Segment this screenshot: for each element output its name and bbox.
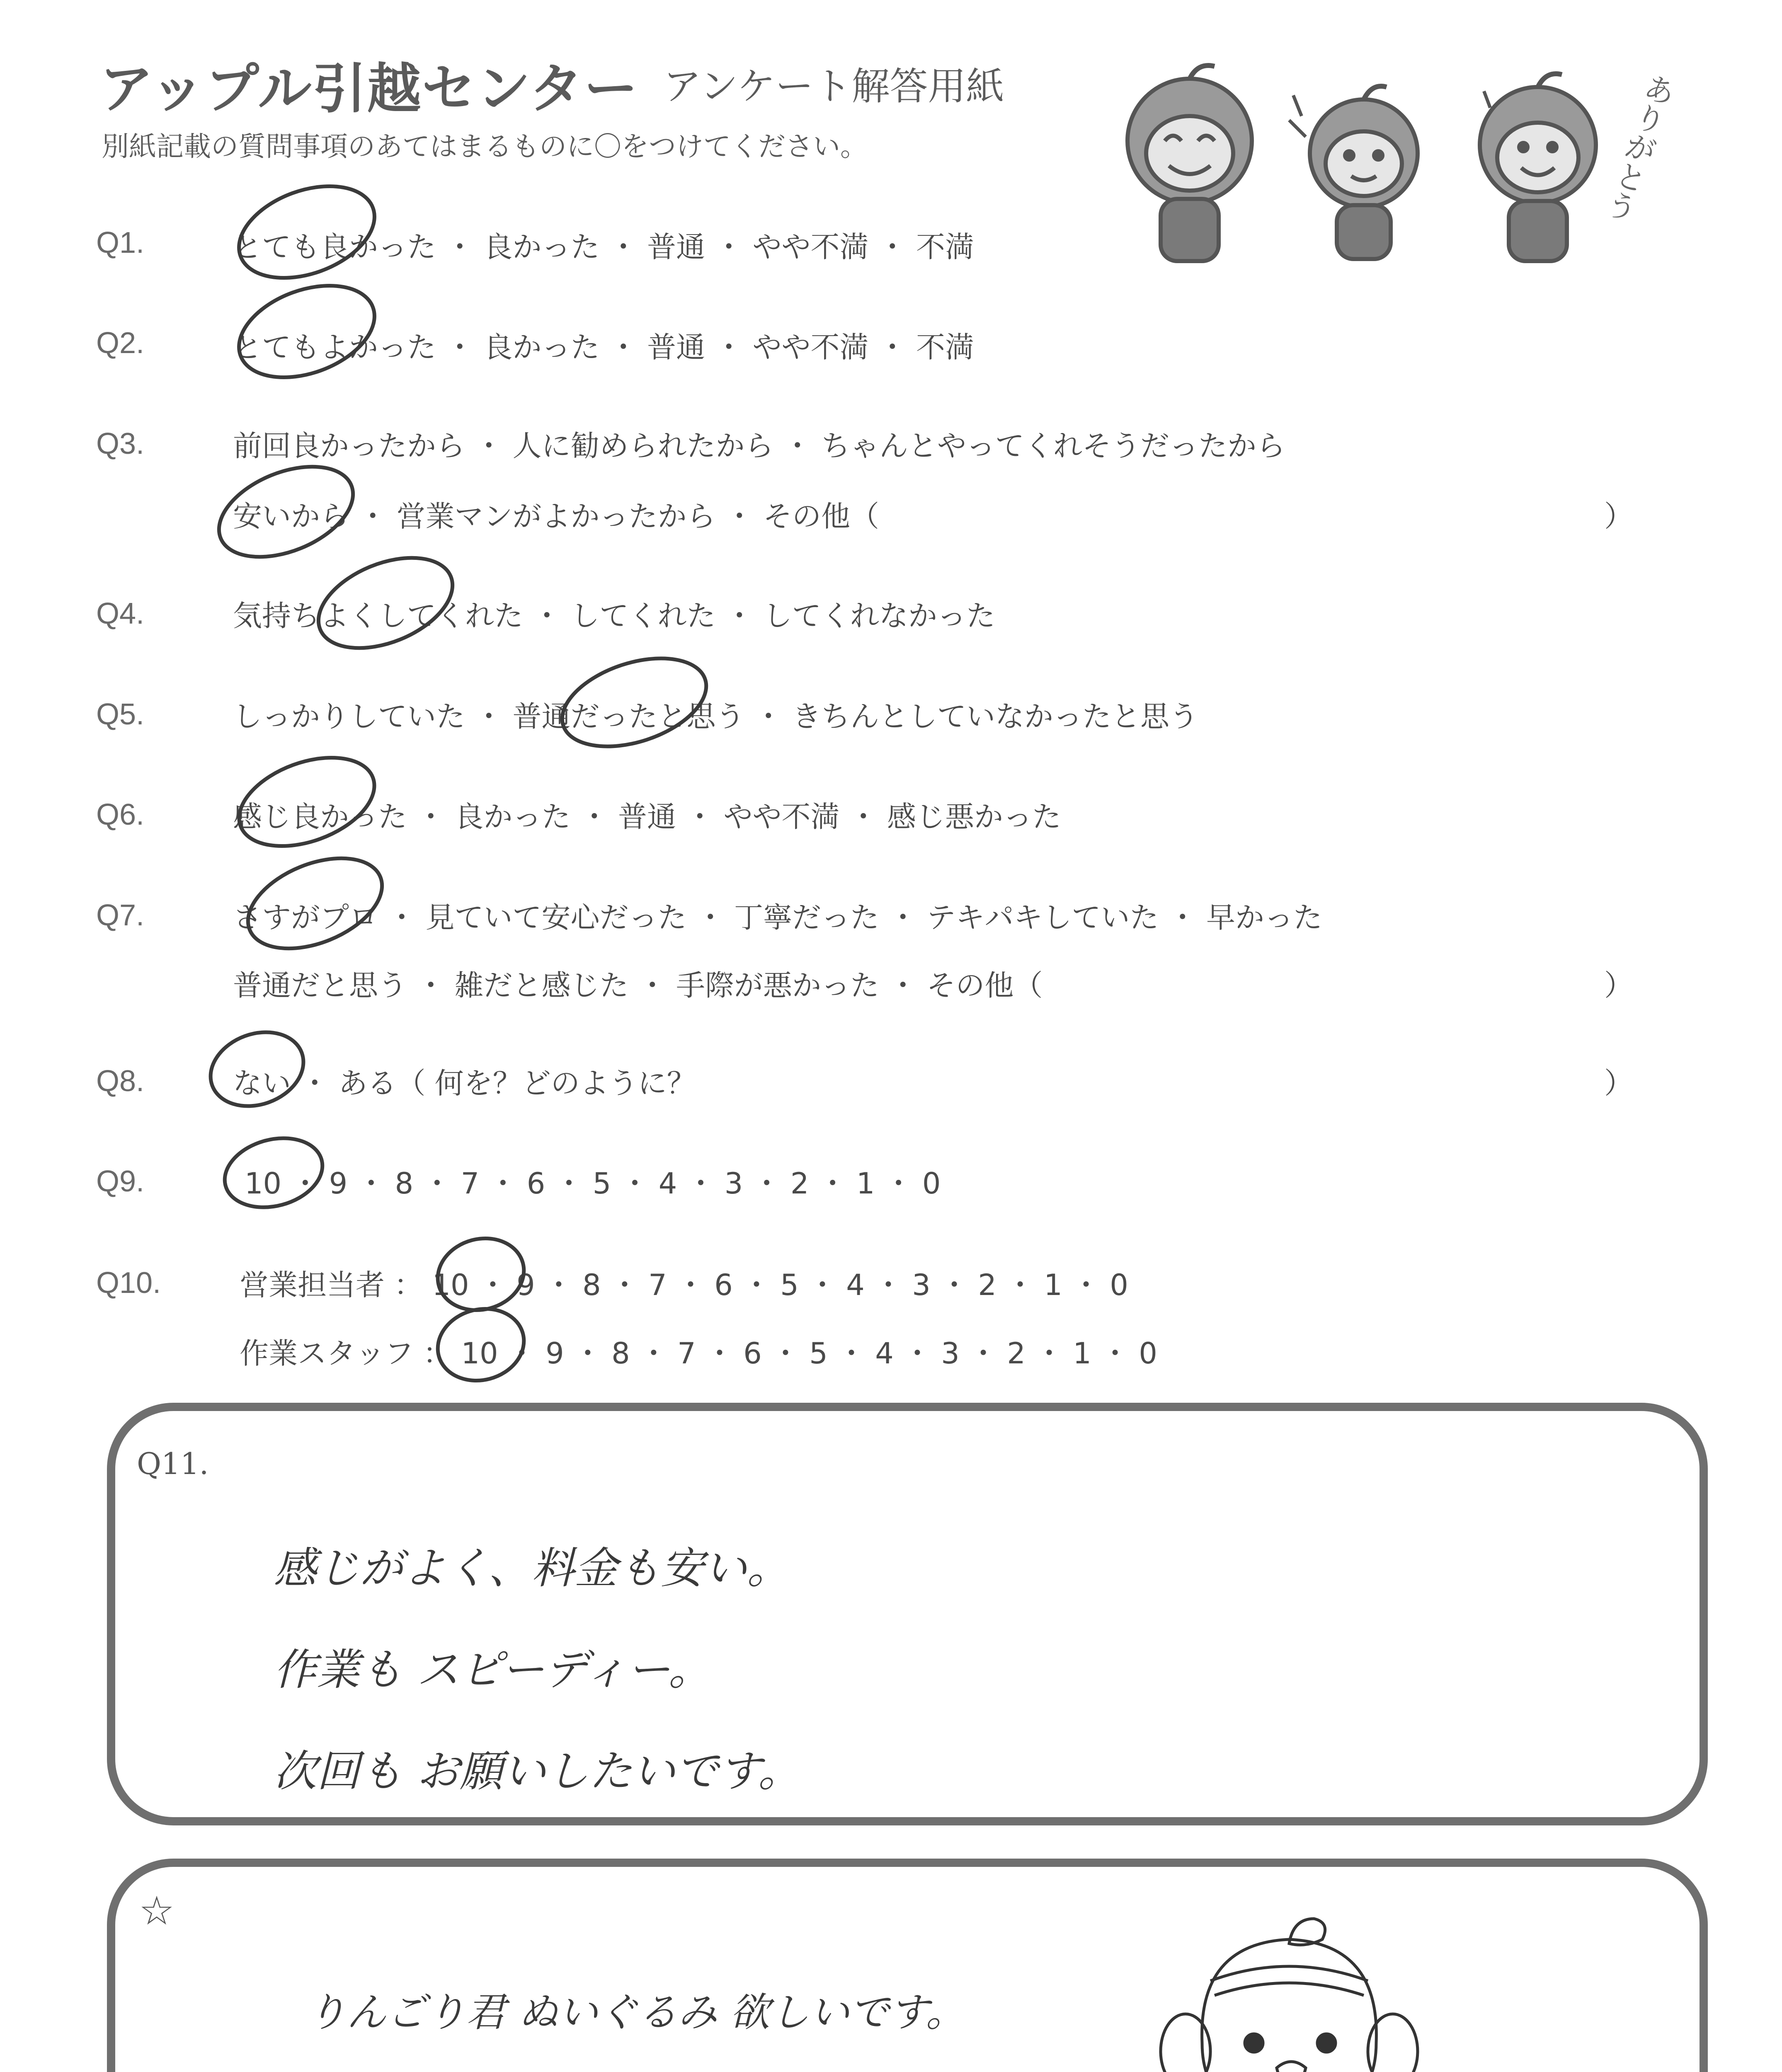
monkey-doodle — [1152, 1919, 1426, 2072]
q4-label: Q4. — [96, 597, 145, 630]
q9-label: Q9. — [96, 1165, 145, 1198]
q1-options: とても良かった ・ 良かった ・ 普通 ・ やや不満 ・ 不満 — [233, 230, 975, 264]
q6-circle — [227, 741, 386, 863]
q5-options: しっかりしていた ・ 普通だったと思う ・ きちんとしていなかったと思う — [233, 700, 1199, 733]
q5-label: Q5. — [96, 698, 145, 731]
q10-staff-circle — [430, 1300, 532, 1390]
q4-circle — [305, 540, 466, 666]
q11-answer-line1: 感じがよく、料金も安い。 — [274, 1543, 790, 1593]
q11-answer-line2: 作業も スピーディー。 — [274, 1644, 712, 1695]
thank-you-badge: ありがとう — [1598, 68, 1680, 226]
q3-circle — [206, 449, 366, 575]
form-subtitle: アンケート解答用紙 — [663, 64, 1004, 109]
q3-options-line2: 安いから ・ 営業マンがよかったから ・ その他（ — [233, 499, 880, 533]
q7-options-line1: さすがプロ ・ 見ていて安心だった ・ 丁寧だった ・ テキパキしていた ・ 早かった — [233, 900, 1323, 934]
q10-label: Q10. — [96, 1266, 161, 1300]
q3-options-line1: 前回良かったから ・ 人に勧められたから ・ ちゃんとやってくれそうだったから — [233, 429, 1286, 463]
q8-circle — [200, 1020, 314, 1118]
q9-scale: 10 ・ 9 ・ 8 ・ 7 ・ 6 ・ 5 ・ 4 ・ 3 ・ 2 ・ 1 ・ 0 — [245, 1167, 941, 1201]
q8-label: Q8. — [96, 1065, 145, 1098]
company-title: アップル引越センター — [99, 57, 639, 120]
q11-label: Q11. — [137, 1446, 209, 1481]
q1-label: Q1. — [96, 226, 145, 259]
q9-circle — [217, 1128, 330, 1218]
q3-close-paren: ） — [1604, 499, 1633, 533]
q2-label: Q2. — [96, 327, 145, 360]
star-comment-box — [107, 1859, 1708, 2072]
q7-circle — [235, 840, 395, 966]
q6-options: 感じ良かった ・ 良かった ・ 普通 ・ やや不満 ・ 感じ悪かった — [233, 800, 1062, 834]
q4-options: 気持ちよくしてくれた ・ してくれた ・ してくれなかった — [233, 599, 996, 633]
q7-close-paren: ） — [1604, 968, 1633, 1002]
q1-circle — [226, 169, 387, 295]
q7-label: Q7. — [96, 899, 145, 932]
q3-label: Q3. — [96, 427, 145, 460]
q8-options: ない ・ ある（ 何を？どのように？ — [233, 1066, 696, 1100]
q2-circle — [226, 269, 387, 395]
q5-circle — [551, 642, 717, 763]
star-answer: りんごり君 ぬいぐるみ 欲しいです。 — [307, 1989, 966, 2036]
star-label: ☆ — [139, 1888, 175, 1934]
q6-label: Q6. — [96, 798, 145, 831]
q10-sales-scale: 営業担当者 ： 10 ・ 9 ・ 8 ・ 7 ・ 6 ・ 5 ・ 4 ・ 3 ・ 2 ・ 1 ・ 0 — [240, 1268, 1128, 1302]
q2-options: とてもよかった ・ 良かった ・ 普通 ・ やや不満 ・ 不満 — [233, 330, 975, 364]
q11-answer-line3: 次回も お願いしたいです。 — [274, 1746, 801, 1796]
q7-options-line2: 普通だと思う ・ 雑だと感じた ・ 手際が悪かった ・ その他（ — [233, 968, 1043, 1002]
form-instruction: 別紙記載の質問事項のあてはまるものに〇をつけてください。 — [102, 131, 868, 162]
q8-close-paren: ） — [1604, 1066, 1633, 1100]
q10-sales-circle — [430, 1229, 532, 1320]
q10-staff-scale: 作業スタッフ ： 10 ・ 9 ・ 8 ・ 7 ・ 6 ・ 5 ・ 4 ・ 3 ・ 2 ・ 1 ・ 0 — [240, 1336, 1157, 1370]
